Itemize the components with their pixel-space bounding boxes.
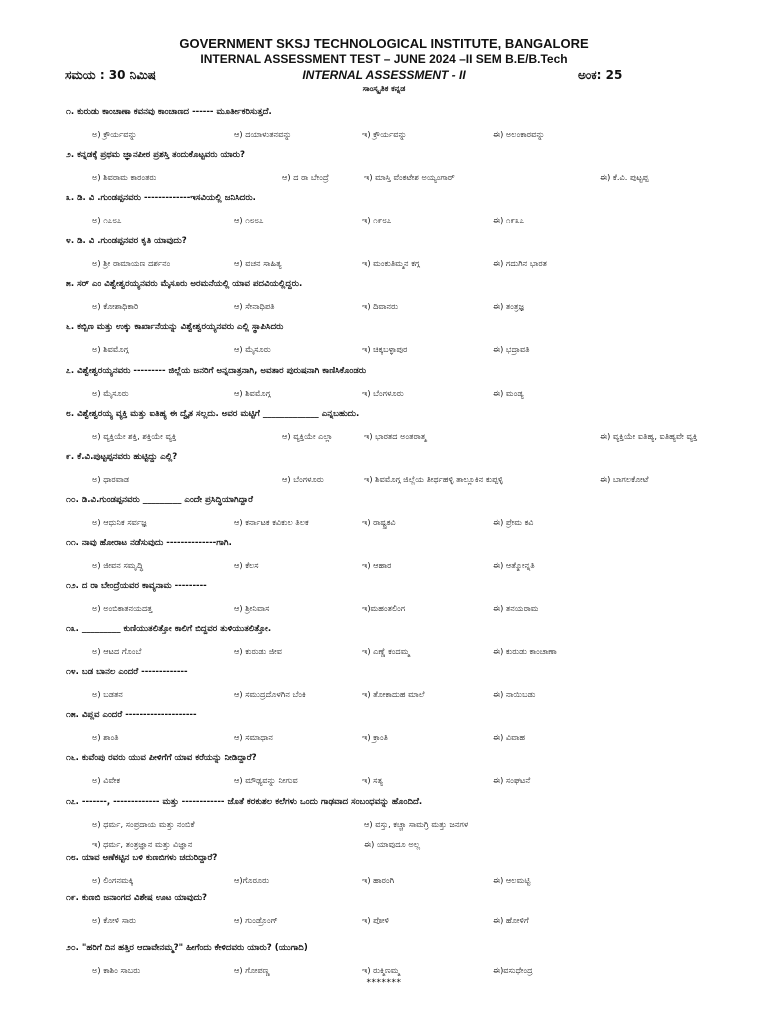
answer-option: ಆ) ಸೇನಾಧಿಪತಿ	[234, 301, 275, 312]
end-of-paper-mark: *******	[366, 978, 402, 988]
answer-option: ಆ) ಗೋಪಣ್ಣ	[234, 964, 270, 975]
option-row	[66, 255, 756, 277]
answer-option: ಈ) ಆಲಮಟ್ಟಿ	[493, 874, 531, 885]
answer-option: ಆ) ಗುಂಡ್ರೊಂಗ್	[234, 914, 278, 925]
answer-option: ಈ) ತನಯರಾಮ	[493, 603, 539, 614]
answer-option: ಇ) ಸತ್ಯ	[362, 775, 383, 786]
answer-option: ಈ) ನಾಯಿಬಡು	[493, 689, 536, 700]
option-row	[66, 471, 756, 493]
question-stem: ೧೬. ಕುವೆಂಪು ರವರು ಯುವ ಪೀಳಿಗೆಗೆ ಯಾವ ಕರೆಯನ್ನು ನೀಡಿದ್ದಾರೆ?	[66, 753, 257, 764]
option-row	[66, 729, 756, 751]
answer-option: ಅ) ಜೀವನ ಸಮೃದ್ಧಿ	[92, 559, 144, 570]
question-list	[66, 104, 756, 983]
answer-option: ಆ) ಕುರುಡು ಜೀವ	[234, 646, 282, 657]
question	[66, 449, 756, 492]
option-row	[66, 298, 756, 320]
answer-option: ಅ) ಕೋಶಾಧಿಕಾರಿ	[92, 301, 139, 312]
subject-title: ಸಾಂಸ್ಕೃತಿಕ ಕನ್ನಡ	[362, 84, 406, 93]
answer-option: ಅ) ಬಡತನ	[92, 689, 123, 700]
answer-option: ಈ) ಯಾವುದೂ ಅಲ್ಲ	[364, 838, 421, 849]
option-row	[66, 169, 756, 191]
option-row	[66, 686, 756, 708]
answer-option: ಅ) ಆಟದ ಗೊಂಬೆ	[92, 646, 142, 657]
answer-option: ಈ) ಬಾಗಲಕೋಟೆ	[600, 473, 649, 484]
option-row	[66, 557, 756, 579]
time-allowed: ಸಮಯ : 30 ನಿಮಿಷ	[65, 68, 156, 82]
question	[66, 406, 756, 449]
answer-option: ಅ) ಕ್ರೌರ್ಯವನ್ನು	[92, 129, 137, 139]
option-row	[66, 600, 756, 622]
question-stem: ೨೦. "ಹರಿಗೆ ದಿನ ಹತ್ತಿರ ಆದಾವೇನಮ್ಮ?" ಹೀಗೆಂದು ಕೇಳಿದವರು ಯಾರು? (ಯುಗಾದಿ)	[66, 942, 308, 953]
answer-option: ಇ) ರುಕ್ಮಿಣಮ್ಮ	[362, 964, 400, 975]
answer-option: ಇ) ತೋಕಾದುಹ ಮಾಲೆ	[362, 689, 425, 700]
option-row	[66, 341, 756, 363]
answer-option: ಆ) ವಚನ ಸಾಹಿತ್ಯ	[234, 258, 282, 269]
option-row	[66, 212, 756, 234]
answer-option: ಅ) ಕೋಳಿ ಸಾರು	[92, 914, 137, 925]
answer-option: ಅ) ಅಂಬಿಕಾತನಯದತ್ತ	[92, 603, 153, 614]
question-stem: ೧೪. ಬಡ ಬಾನಲ ಎಂದರೆ -------------	[66, 667, 188, 678]
answer-option: ಆ) ಬೆಂಗಳೂರು	[282, 473, 324, 484]
question	[66, 104, 756, 147]
answer-option: ಅ) ಶಿವರಾಮ ಕಾರಂತರು	[92, 172, 157, 183]
answer-option: ಇ) ದಿವಾನರು	[362, 301, 399, 312]
max-marks: ಅಂಕ: 25	[578, 68, 623, 82]
answer-option: ಇ) ಎಣ್ಣೆ ಕಂದಮ್ಮ	[362, 646, 410, 657]
answer-option: ಅ) ವ್ಯಕ್ತಿಯೇ ಶಕ್ತಿ, ಶಕ್ತಿಯೇ ವ್ಯಕ್ತಿ	[92, 430, 177, 441]
option-row	[66, 643, 756, 665]
answer-option: ಅ) ಶಿವಮೊಗ್ಗ	[92, 344, 129, 355]
question-stem: ೯. ಕೆ.ವಿ.ಪುಟ್ಟಪ್ಪನವರು ಹುಟ್ಟಿದ್ದು ಎಲ್ಲಿ?	[66, 451, 178, 462]
answer-option: ಇ) ಬೆಂಗಳೂರು	[362, 387, 404, 398]
answer-option: ಆ) ಕೆಲಸ	[234, 559, 259, 570]
question	[66, 850, 756, 890]
answer-option: ಇ) ೧೯೮೭	[362, 215, 392, 226]
answer-option: ಆ) ಮೌಢ್ಯವನ್ನು ನೀಗುವ	[234, 775, 298, 786]
option-row	[66, 428, 756, 450]
answer-option: ಆ) ಶಿವಮೊಗ್ಗ	[234, 387, 271, 398]
answer-option: ಇ) ಕ್ರೌರ್ಯವನ್ನು	[362, 129, 407, 139]
question	[66, 233, 756, 276]
answer-option: ಅ) ಶಾಂತಿ	[92, 732, 119, 743]
answer-option: ಆ)ಗೊರೂರು	[234, 874, 270, 885]
question-stem: ೧೭. -------, ------------- ಮತ್ತು ------------ ಜೊತೆ ಕರಕುಶಲ ಕಲೆಗಳು ಒಂದು ಗಾಢವಾದ ಸಂಬಂಧವನ್ನು ಹೊಂದಿದೆ.	[66, 796, 423, 807]
question	[66, 276, 756, 319]
option-row	[66, 126, 756, 148]
answer-option: ಈ) ೧೯೩೭	[493, 215, 525, 226]
answer-option: ಇ) ಚಿಕ್ಕಬಳ್ಳಾಪುರ	[362, 344, 408, 355]
answer-option: ಅ) ೧೭೮೭	[92, 215, 122, 226]
question	[66, 940, 756, 983]
answer-option: ಆ) ಸಮಾಧಾನ	[234, 732, 273, 743]
answer-option: ಅ) ಧರ್ಮ, ಸಂಪ್ರದಾಯ ಮತ್ತು ನಂಬಿಕೆ	[92, 818, 195, 829]
answer-option: ಅ) ಆಧುನಿಕ ಸರ್ವಜ್ಞ	[92, 516, 147, 527]
question-stem: ೧೮. ಯಾವ ಅಣೆಕಟ್ಟಿನ ಬಳಿ ಕುಣಬಿಗಳು ಚದುರಿದ್ದಾರೆ?	[66, 852, 218, 863]
answer-option: ಈ) ಸಂಘಟನೆ	[493, 775, 531, 786]
answer-option: ಆ) ವ್ಯಕ್ತಿಯೇ ಎಲ್ಲಾ	[282, 430, 333, 441]
question-stem: ೧೫. ವಿಪ್ಲವ ಎಂದರೆ --------------------	[66, 710, 197, 721]
answer-option: ಆ) ೧೮೮೭	[234, 215, 264, 226]
question	[66, 707, 756, 750]
answer-option: ಈ) ಮಂಡ್ಯ	[493, 387, 524, 398]
answer-option: ಇ) ಪೋಳಿ	[362, 914, 390, 925]
answer-option: ಅ) ಲಿಂಗನಮಕ್ಕಿ	[92, 874, 134, 885]
answer-option: ಈ) ವ್ಯಕ್ತಿಯೇ ಐತಿಹ್ಯ, ಐತಿಹ್ಯವೇ ವ್ಯಕ್ತಿ	[600, 430, 698, 441]
question-stem: ೧೩. _________ ಕುಣಿಯುತಲಿತ್ತೋ ಕಾಲಿಗೆ ಬಿದ್ದವರ ತುಳಿಯುತಲಿತ್ತೋ.	[66, 624, 272, 635]
answer-option: ಈ) ಗದುಗಿನ ಭಾರತ	[493, 258, 548, 269]
answer-option: ಈ) ಭದ್ರಾವತಿ	[493, 344, 530, 355]
answer-option: ಅ) ಧಾರವಾಡ	[92, 473, 130, 484]
answer-option: ಆ) ಮೈಸೂರು	[234, 344, 271, 355]
answer-option: ಆ) ಸಮುದ್ರದೊಳಗಿನ ಬೆಂಕಿ	[234, 689, 306, 700]
answer-option: ಇ) ಧರ್ಮ, ತಂತ್ರಜ್ಞಾನ ಮತ್ತು ವಿಜ್ಞಾನ	[92, 838, 193, 849]
answer-option: ಈ) ಪ್ರೇಮ ಕವಿ	[493, 516, 534, 527]
question	[66, 621, 756, 664]
question	[66, 750, 756, 793]
question	[66, 319, 756, 362]
answer-option: ಅ) ವಿವೇಕ	[92, 775, 121, 786]
answer-option: ಇ) ಹಾರಂಗಿ	[362, 874, 395, 885]
answer-option: ಈ) ಅಲಂಕಾರವನ್ನು	[493, 129, 545, 139]
question-stem: ೧. ಕುರುಡು ಕಾಂಚಾಣಾ ಕವನವು ಕಾಂಚಾಣದ ------ ಮೂರ್ತೀಕರಿಸುತ್ತದೆ.	[66, 107, 272, 117]
question-stem: ೫. ಸರ್ ಎಂ ವಿಶ್ವೇಶ್ವರಯ್ಯನವರು ಮೈಸೂರು ಅರಮನೆಯಲ್ಲಿ ಯಾವ ಪದವಿಯಲ್ಲಿದ್ದರು.	[66, 279, 303, 290]
question	[66, 492, 756, 535]
answer-option: ಇ) ಮಾಸ್ತಿ ವೆಂಕಟೇಶ ಅಯ್ಯಂಗಾರ್	[364, 172, 455, 183]
answer-option: ಇ) ಭಾರತದ ಅಂತರಾತ್ಮ	[364, 430, 427, 441]
option-row	[66, 514, 756, 536]
question	[66, 664, 756, 707]
assessment-title: INTERNAL ASSESSMENT - II	[302, 68, 466, 82]
answer-option: ಈ) ಕುರುಡು ಕಾಂಚಾಣಾ	[493, 646, 557, 657]
question-stem: ೩. ಡಿ. ವಿ .ಗುಂಡಪ್ಪನವರು -------------ಇಸವಿಯಲ್ಲಿ ಜನಿಸಿದರು.	[66, 193, 256, 204]
answer-option: ಆ) ವಸ್ತು, ಕಚ್ಚಾ ಸಾಮಗ್ರಿ ಮತ್ತು ಜನಗಳ	[364, 818, 469, 829]
answer-option: ಆ) ದಯಾಳುತನವನ್ನು	[234, 129, 292, 139]
test-title: INTERNAL ASSESSMENT TEST – JUNE 2024 –II SEM B.E/B.Tech	[200, 52, 568, 66]
question-stem: ೧೧. ನಾವು ಹೋರಾಟ ನಡೆಸುವುದು --------------ಗಾಗಿ.	[66, 537, 232, 548]
question	[66, 535, 756, 578]
question-stem: ೪. ಡಿ. ವಿ .ಗುಂಡಪ್ಪನವರ ಕೃತಿ ಯಾವುದು?	[66, 236, 187, 247]
question-stem: ೧೨. ದ ರಾ ಬೇಂದ್ರೆಯವರ ಕಾವ್ಯನಾಮ ---------	[66, 581, 207, 592]
answer-option: ಈ) ಆತ್ಮೋನ್ನತಿ	[493, 559, 535, 570]
answer-option: ಆ) ದ ರಾ ಬೇಂದ್ರೆ	[282, 172, 329, 183]
question-stem: ೭. ವಿಶ್ವೇಶ್ವರಯ್ಯನವರು --------- ಜಿಲ್ಲೆಯ ಜನರಿಗೆ ಅನ್ನದಾತ್ರನಾಗಿ, ಅವತಾರ ಪುರುಷನಾಗಿ ಕಾಣಿಸಿಕೊಂಡರು	[66, 365, 367, 376]
answer-option: ಈ) ಕೆ.ವಿ. ಪುಟ್ಟಪ್ಪ	[600, 172, 649, 183]
question	[66, 794, 756, 850]
question	[66, 363, 756, 406]
answer-option: ಅ) ಶ್ರೀ ರಾಮಾಯಣ ದರ್ಶನಂ	[92, 258, 171, 269]
answer-option: ಇ)ಮಹಂತಲಿಂಗ	[362, 603, 406, 614]
answer-option: ಈ) ವಿವಾಹ	[493, 732, 526, 743]
answer-option: ಇ) ಶಿವಮೊಗ್ಗ ಜಿಲ್ಲೆಯ ತೀರ್ಥಹಳ್ಳಿ ತಾಲ್ಲೂಕಿನ ಕುಪ್ಪಳ್ಳಿ	[364, 473, 503, 484]
answer-option: ಇ) ಕ್ರಾಂತಿ	[362, 732, 389, 743]
answer-option: ಈ)ವಸುಧೇಂದ್ರ	[493, 964, 533, 975]
answer-option: ಅ) ಮೈಸೂರು	[92, 387, 129, 398]
question	[66, 190, 756, 233]
question	[66, 890, 756, 940]
question-stem: ೮. ವಿಶ್ವೇಶ್ವರಯ್ಯ ವ್ಯಕ್ತಿ ಮತ್ತು ಐತಿಹ್ಯ ಈ ದ್ವೈತ ಸಲ್ಲದು. ಅವರ ಮಟ್ಟಿಗೆ _____________ ಎನ್ನಬಹುದು.	[66, 408, 360, 419]
question-stem: ೬. ಕಬ್ಬಿಣ ಮತ್ತು ಉಕ್ಕು ಕಾರ್ಖಾನೆಯನ್ನು ವಿಶ್ವೇಶ್ವರಯ್ಯನವರು ಎಲ್ಲಿ ಸ್ಥಾಪಿಸಿದರು	[66, 322, 284, 333]
question-stem: ೧೯. ಕುಣಬಿ ಜನಾಂಗದ ವಿಶೇಷ ಊಟ ಯಾವುದು?	[66, 892, 208, 903]
question-stem: ೨. ಕನ್ನಡಕ್ಕೆ ಪ್ರಥಮ ಜ್ಞಾನಪೀಠ ಪ್ರಶಸ್ತಿ ತಂದುಕೊಟ್ಟವರು ಯಾರು?	[66, 150, 246, 161]
institute-title: GOVERNMENT SKSJ TECHNOLOGICAL INSTITUTE, BANGALORE	[179, 36, 589, 51]
question	[66, 147, 756, 190]
answer-option: ಆ) ಕರ್ನಾಟಕ ಕವಿಕುಲ ತಿಲಕ	[234, 516, 309, 527]
question-stem: ೧೦. ಡಿ.ವಿ.ಗುಂಡಪ್ಪನವರು _________ ಎಂದೇ ಪ್ರಸಿದ್ಧಿಯಾಗಿದ್ದಾರೆ	[66, 494, 254, 505]
answer-option: ಅ) ಕಾಶಿಂ ಸಾಬರು	[92, 964, 141, 975]
option-row	[66, 385, 756, 407]
answer-option: ಈ) ತಂತ್ರಜ್ಞ	[493, 301, 524, 312]
answer-option: ಇ) ರಾಷ್ಟ್ರಕವಿ	[362, 516, 396, 527]
answer-option: ಇ) ಮಂಕುತಿಮ್ಮನ ಕಗ್ಗ	[362, 258, 420, 269]
answer-option: ಆ) ಶ್ರೀನಿವಾಸ	[234, 603, 270, 614]
answer-option: ಇ) ಆಹಾರ	[362, 559, 392, 570]
option-row	[66, 912, 756, 934]
option-row	[66, 772, 756, 794]
question	[66, 578, 756, 621]
answer-option: ಈ) ಹೋಳಿಗೆ	[493, 914, 529, 925]
